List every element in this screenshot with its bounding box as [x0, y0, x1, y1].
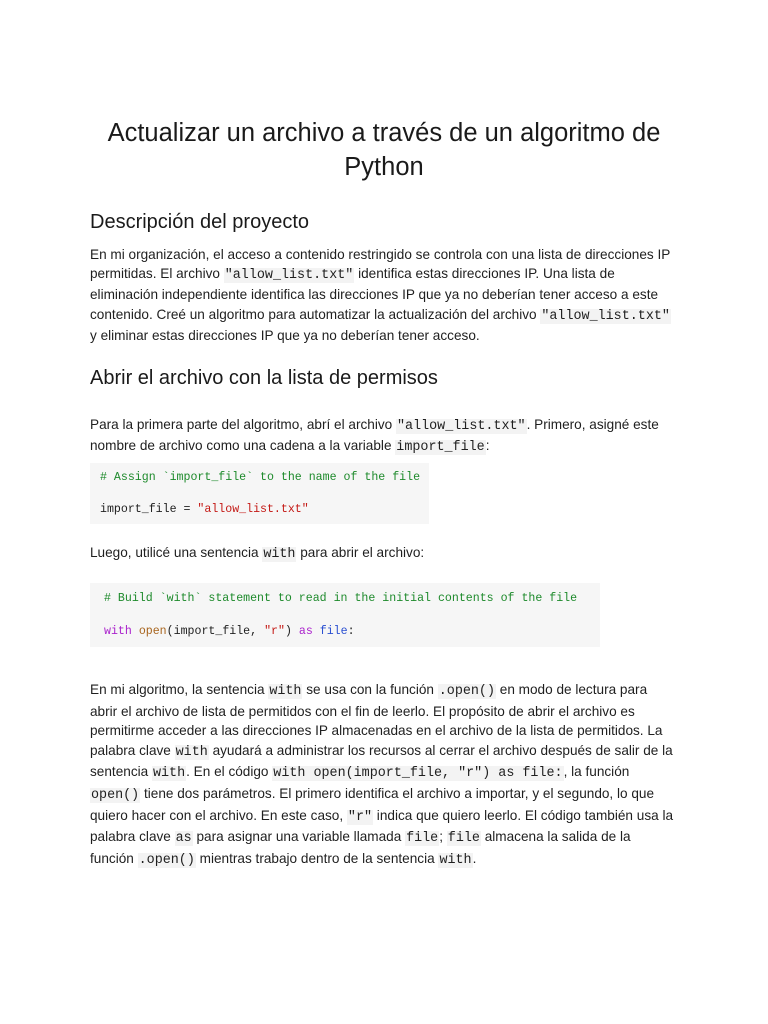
code-block-with-open	[90, 583, 600, 647]
inline-code: file	[406, 831, 439, 847]
code-function: open	[138, 625, 167, 638]
inline-code: as	[175, 831, 192, 847]
inline-code: with	[269, 684, 302, 699]
paragraph-open-file-intro	[90, 415, 678, 457]
code-args: )	[284, 625, 299, 638]
text-run: :	[485, 438, 490, 454]
code-variable: import_file =	[100, 503, 198, 516]
inline-code: with	[263, 547, 296, 562]
code-comment: # Build `with` statement to read in the initial contents of the file	[104, 592, 578, 605]
section-heading-project-description: Descripción del proyecto	[90, 211, 309, 233]
text-run: . En el código	[186, 764, 273, 780]
text-run: en modo de lectura para abrir el archivo de lista de permitidos con el fin de leerlo. El propósito de abrir el archivo es permitirme acceder a las direcciones IP almacenadas en el archivo de la lista de permitidos. La palabra clave	[90, 682, 663, 758]
text-run: .	[472, 850, 477, 866]
text-run: para abrir el archivo:	[296, 545, 425, 560]
text-run: para asignar una variable llamada	[192, 829, 406, 845]
inline-code: "allow_list.txt"	[541, 308, 670, 324]
code-keyword: as	[298, 625, 313, 638]
code-string: "allow_list.txt"	[197, 503, 309, 516]
paragraph-with-statement	[90, 543, 678, 564]
text-run: Luego, utilicé una sentencia	[90, 545, 263, 560]
code-string: "r"	[264, 625, 285, 638]
inline-code: "allow_list.txt"	[224, 268, 354, 284]
inline-code: .open()	[138, 852, 195, 868]
text-run: se usa con la función	[302, 682, 438, 697]
inline-code: "allow_list.txt"	[397, 419, 526, 434]
text-run: ;	[439, 829, 447, 845]
code-args: (import_file,	[166, 625, 265, 638]
text-run: tiene dos parámetros. El primero identifica el archivo a importar, y el segundo, lo que quiero hacer con el archivo. En este caso,	[90, 785, 655, 823]
inline-code: "r"	[347, 809, 373, 825]
code-keyword: with	[104, 625, 132, 638]
text-run: En mi organización, el acceso a contenido restringido se controla con una lista de direcciones IP permitidas. El archivo	[90, 247, 671, 282]
text-run: almacena la salida de la función	[90, 829, 631, 866]
text-run: , la función	[563, 764, 630, 780]
inline-code: with open(import_file, "r") as file:	[273, 766, 563, 782]
text-run: ayudará a administrar los recursos al cerrar el archivo después de salir de la sentencia	[90, 742, 673, 780]
code-colon: :	[347, 625, 355, 638]
text-run: Para la primera parte del algoritmo, abrí el archivo	[90, 417, 396, 432]
text-run: indica que quiero leerlo. El código también usa la palabra clave	[90, 807, 674, 845]
inline-code: open()	[91, 787, 140, 803]
code-block-import-file	[90, 463, 429, 524]
paragraph-with-explanation	[90, 680, 678, 870]
section-heading-open-file: Abrir el archivo con la lista de permisos	[90, 367, 438, 389]
paragraph-project-description	[90, 245, 678, 345]
text-run: identifica estas direcciones IP. Una lista de eliminación independiente identifica las direcciones IP que ya no deberían tener acceso a este contenido. Creé un algoritmo para automatizar la actualización del archivo	[90, 266, 659, 322]
code-comment: # Assign `import_file` to the name of the file	[100, 471, 421, 484]
inline-code: with	[175, 744, 208, 760]
inline-code: .open()	[438, 684, 495, 699]
text-run: . Primero, asigné este nombre de archivo como una cadena a la variable	[90, 417, 659, 454]
code-line-with-open	[104, 625, 355, 638]
code-line-assignment	[100, 503, 309, 516]
text-run: y eliminar estas direcciones IP que ya no deberían tener acceso.	[90, 327, 480, 343]
document-title: Actualizar un archivo a través de un algoritmo de Python	[107, 119, 661, 181]
inline-code: with	[439, 852, 472, 868]
text-run: En mi algoritmo, la sentencia	[90, 682, 269, 697]
text-run: mientras trabajo dentro de la sentencia	[195, 850, 439, 866]
inline-code: file	[447, 831, 480, 847]
code-variable: file	[319, 625, 348, 638]
inline-code: with	[152, 766, 186, 782]
inline-code: import_file	[396, 440, 485, 456]
